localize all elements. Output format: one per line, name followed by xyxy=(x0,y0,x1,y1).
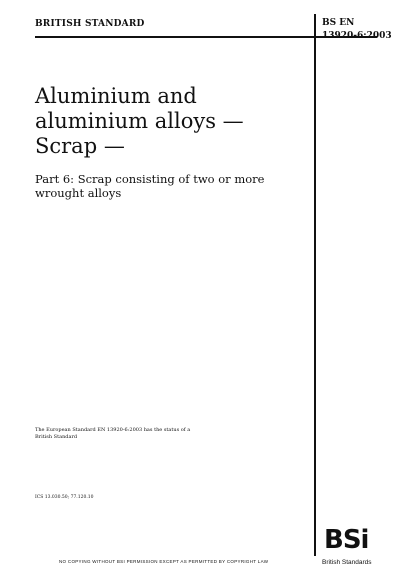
document-number-prefix: BS EN xyxy=(322,18,355,28)
title-line-2: aluminium alloys — xyxy=(35,109,244,133)
title-line-3: Scrap — xyxy=(35,134,125,158)
part-line-1: Part 6: Scrap consisting of two or more xyxy=(35,172,265,186)
status-note-line-2: British Standard xyxy=(35,434,78,440)
bsi-logo xyxy=(322,526,372,568)
status-note-line-1: The European Standard EN 13920-6:2003 has the status of a xyxy=(35,427,191,433)
document-number-code: 13920-6:2003 xyxy=(322,31,392,41)
part-subtitle xyxy=(35,172,313,200)
title-line-1: Aluminium and xyxy=(35,84,197,108)
document-title xyxy=(35,84,310,159)
copyright-notice: NO COPYING WITHOUT BSI PERMISSION EXCEPT AS PERMITTED BY COPYRIGHT LAW xyxy=(59,559,269,564)
vertical-divider xyxy=(314,14,316,556)
part-line-2: wrought alloys xyxy=(35,186,122,200)
status-note xyxy=(35,427,285,441)
ics-code: ICS 13.030.50; 77.120.10 xyxy=(35,495,94,500)
bsi-logo-mark: BSi xyxy=(324,525,369,555)
bsi-logo-subtitle: British Standards xyxy=(322,559,372,566)
document-number xyxy=(322,17,392,43)
standard-label: BRITISH STANDARD xyxy=(35,19,145,29)
